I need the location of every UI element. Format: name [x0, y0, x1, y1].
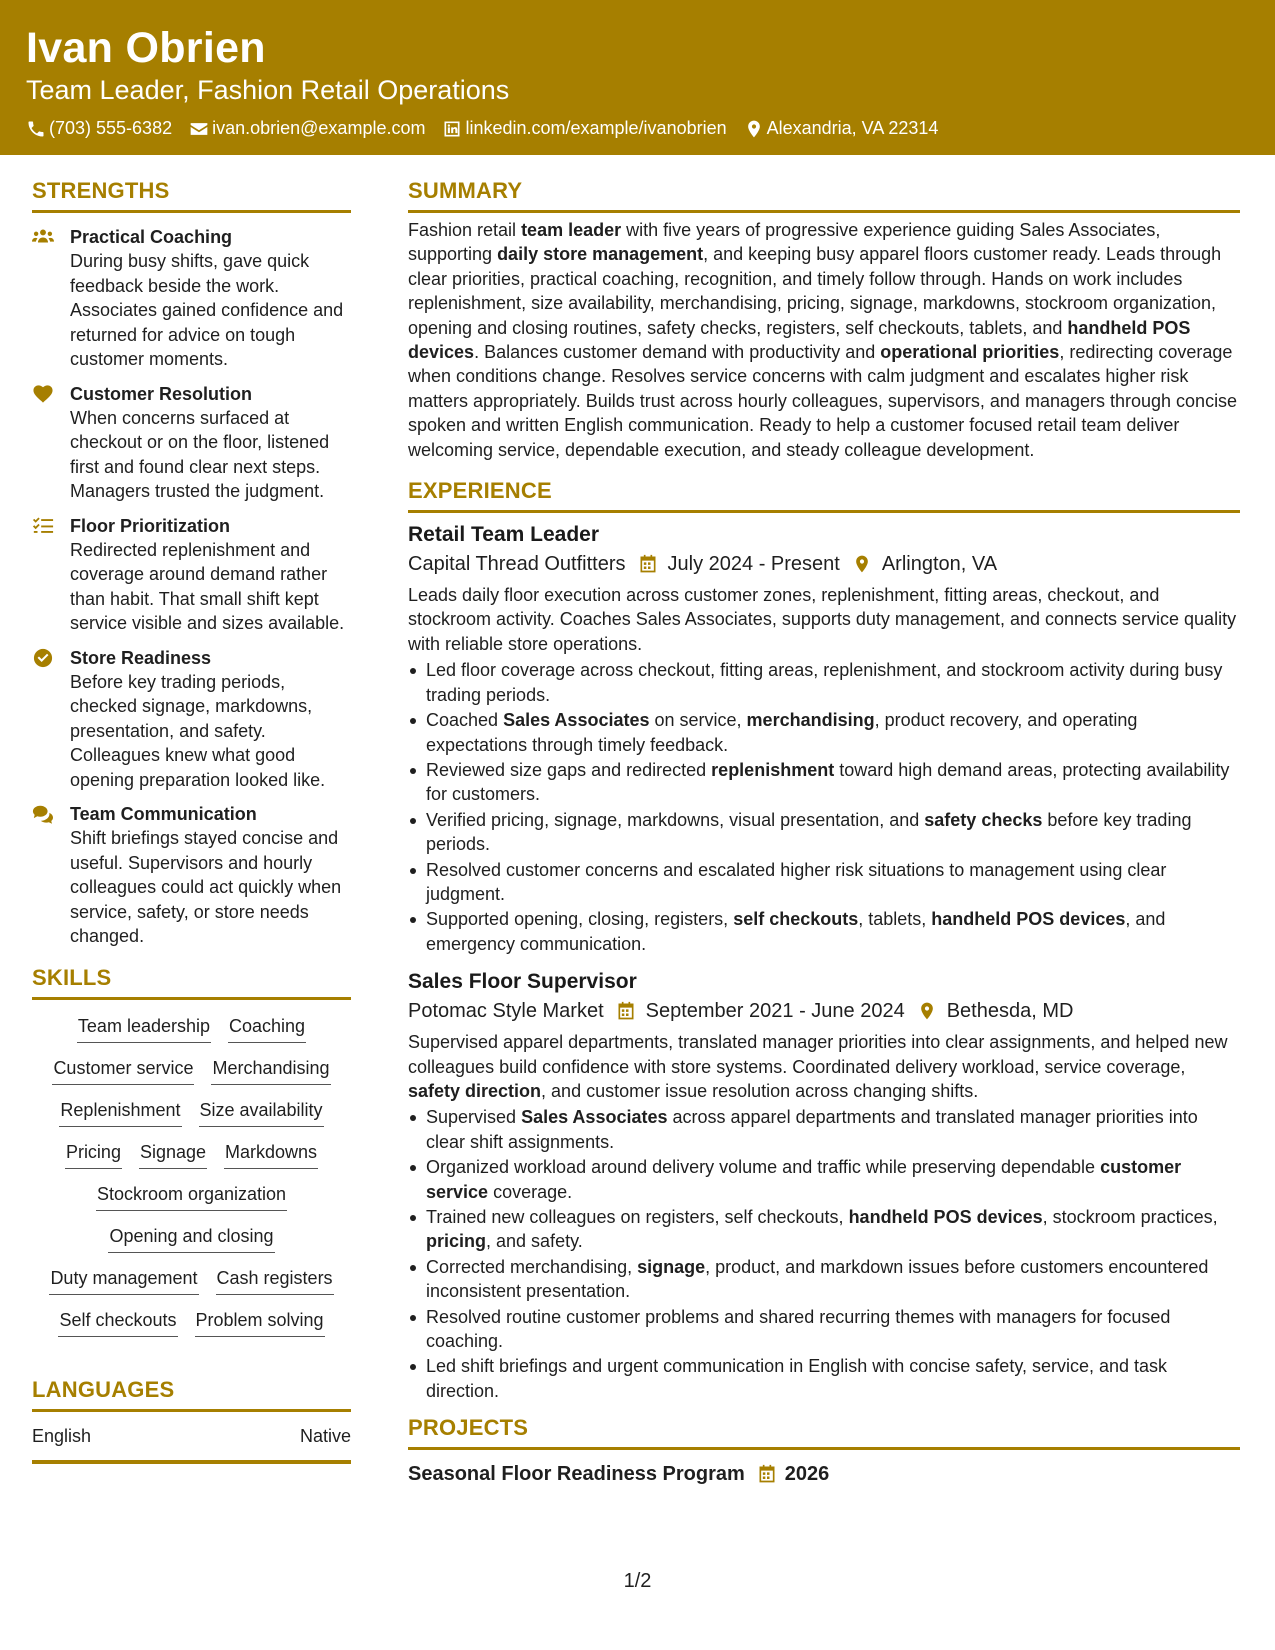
bold-keyword: team leader — [521, 220, 622, 240]
comments-icon — [32, 804, 54, 824]
calendar-icon — [757, 1464, 777, 1484]
bold-keyword: self checkouts — [733, 909, 859, 930]
job-entry — [408, 521, 1240, 956]
envelope-icon — [189, 119, 209, 139]
skill-tag: Team leadership — [77, 1014, 211, 1043]
contact-linkedin[interactable] — [442, 118, 726, 139]
bold-keyword: Sales Associates — [521, 1107, 668, 1128]
job-bullet: Verified pricing, signage, markdowns, visual presentation, and safety checks before key trading periods. — [408, 808, 1240, 857]
strength-desc: Shift briefings stayed concise and useful. Supervisors and hourly colleagues could act quickly when service, safety, or store needs changed. — [70, 828, 342, 946]
skill-tag: Problem solving — [195, 1308, 325, 1337]
strength-title: Team Communication — [70, 804, 257, 824]
strength-item — [32, 646, 351, 793]
contact-email[interactable] — [189, 118, 425, 139]
job-meta — [408, 549, 1240, 579]
calendar-icon — [616, 1001, 636, 1021]
page-number: 1/2 — [623, 1570, 652, 1592]
job-meta — [408, 996, 1240, 1026]
language-level: Native — [299, 1425, 351, 1446]
job-bullets — [408, 658, 1240, 956]
skill-tag: Duty management — [49, 1266, 198, 1295]
location-pin-icon — [744, 119, 764, 139]
bold-keyword: handheld POS devices — [408, 317, 1191, 363]
job-bullet: Supported opening, closing, registers, self checkouts, tablets, handheld POS devices, and emergency communication. — [408, 907, 1240, 956]
strength-item — [32, 802, 351, 949]
contact-linkedin-text[interactable]: linkedin.com/example/ivanobrien — [465, 118, 727, 138]
bold-keyword: signage — [637, 1256, 706, 1277]
job-bullet: Trained new colleagues on registers, self checkouts, handheld POS devices, stockroom practices, pricing, and safety. — [408, 1205, 1240, 1254]
job-bullet: Reviewed size gaps and redirected replenishment toward high demand areas, protecting availability for customers. — [408, 758, 1240, 807]
candidate-name: Ivan Obrien — [26, 24, 266, 72]
contact-email-text[interactable]: ivan.obrien@example.com — [212, 118, 426, 138]
skill-tag: Self checkouts — [58, 1308, 177, 1337]
bold-keyword: Sales Associates — [503, 710, 650, 731]
users-icon — [32, 227, 54, 247]
calendar-icon — [638, 554, 658, 574]
job-title: Sales Floor Supervisor — [408, 970, 637, 994]
strength-desc: Redirected replenishment and coverage around demand rather than habit. That small shift kept service visible and sizes available. — [70, 539, 345, 633]
job-bullet: Led floor coverage across checkout, fitting areas, replenishment, and stockroom activity during busy trading periods. — [408, 658, 1240, 707]
job-location: Bethesda, MD — [946, 1000, 1074, 1023]
bold-keyword: safety direction — [408, 1080, 542, 1101]
skill-tag: Signage — [139, 1140, 207, 1169]
bold-keyword: operational priorities — [880, 342, 1060, 363]
job-company: Potomac Style Market — [408, 1000, 604, 1023]
project-year: 2026 — [784, 1463, 830, 1486]
job-bullet: Resolved routine customer problems and shared recurring themes with managers for focused coaching. — [408, 1305, 1240, 1354]
bold-keyword: replenishment — [711, 759, 835, 780]
checklist-icon — [32, 516, 54, 536]
bold-keyword: handheld POS devices — [848, 1207, 1043, 1227]
skill-tag: Customer service — [52, 1056, 194, 1085]
skill-tag: Cash registers — [216, 1266, 334, 1295]
strength-desc: When concerns surfaced at checkout or on the floor, listened first and found clear next steps. Managers trusted the judgment. — [70, 407, 330, 501]
languages-heading: LANGUAGES — [32, 1375, 351, 1412]
skill-tag: Size availability — [199, 1098, 324, 1127]
linkedin-icon — [442, 119, 462, 139]
left-column — [32, 176, 351, 1464]
skill-tag: Markdowns — [224, 1140, 318, 1169]
contact-location — [744, 118, 939, 139]
strength-title: Floor Prioritization — [70, 515, 230, 536]
job-dates: July 2024 - Present — [667, 553, 840, 576]
location-pin-icon — [852, 554, 872, 574]
job-bullet: Corrected merchandising, signage, product, and markdown issues before customers encountered inconsistent presentation. — [408, 1255, 1240, 1304]
contact-phone — [26, 118, 172, 139]
job-bullets — [408, 1105, 1240, 1403]
job-description: Leads daily floor execution across customer zones, replenishment, fitting areas, checkout, and stockroom activity. Coaches Sales Associates, supports duty management, and connects service quality with reliable store operations. — [408, 585, 1237, 654]
contact-phone-text: (703) 555-6382 — [49, 118, 173, 138]
experience-heading: EXPERIENCE — [408, 476, 1240, 513]
job-dates: September 2021 - June 2024 — [645, 1000, 905, 1023]
summary-text: Fashion retail team leader with five years of progressive experience guiding Sales Associates, supporting daily store management, and keeping busy apparel floors customer ready. Leads through clear priorities, practical coaching, recognition, and timely follow through. Hands on work includes replenishment, size availability, merchandising, pricing, signage, markdowns, stockroom organization, opening and closing routines, safety checks, registers, self checkouts, tablets, and handheld POS devices. Balances customer demand with productivity and operational priorities, redirecting coverage when conditions change. Resolves service concerns with calm judgment and escalates higher risk matters appropriately. Builds trust across hourly colleagues, supervisors, and managers through concise spoken and written English communication. Ready to help a customer focused retail team deliver welcoming service, dependable execution, and steady colleague development. — [408, 220, 1238, 460]
skill-tag: Coaching — [228, 1014, 306, 1043]
job-bullet: Organized workload around delivery volume and traffic while preserving dependable customer service coverage. — [408, 1155, 1240, 1204]
job-bullet: Resolved customer concerns and escalated higher risk situations to management using clear judgment. — [408, 858, 1240, 907]
bold-keyword: daily store management — [497, 244, 704, 265]
contact-bar — [26, 118, 1249, 139]
language-row — [32, 1424, 351, 1464]
skills-list — [32, 1014, 351, 1337]
skills-heading: SKILLS — [32, 963, 351, 1000]
phone-icon — [26, 119, 46, 139]
candidate-role: Team Leader, Fashion Retail Operations — [26, 75, 510, 105]
strengths-list — [32, 225, 351, 949]
bold-keyword: merchandising — [746, 710, 875, 731]
strength-title: Customer Resolution — [70, 383, 253, 404]
location-pin-icon — [917, 1001, 937, 1021]
strength-item — [32, 514, 351, 636]
job-description: Supervised apparel departments, translated manager priorities into clear assignments, and helped new colleagues build confidence with store systems. Coordinated delivery workload, service coverage, safety direction, and customer issue resolution across changing shifts. — [408, 1032, 1228, 1101]
bold-keyword: safety checks — [924, 809, 1043, 830]
job-bullet: Supervised Sales Associates across apparel departments and translated manager priorities into clear shift assignments. — [408, 1105, 1240, 1154]
job-bullet: Coached Sales Associates on service, merchandising, product recovery, and operating expectations through timely feedback. — [408, 708, 1240, 757]
skill-tag: Merchandising — [211, 1056, 330, 1085]
bold-keyword: customer service — [426, 1157, 1182, 1202]
strength-item — [32, 382, 351, 504]
skill-tag: Pricing — [65, 1140, 122, 1169]
strength-item — [32, 225, 351, 372]
strength-desc: Before key trading periods, checked signage, markdowns, presentation, and safety. Colleagues knew what good opening preparation looked like. — [70, 671, 326, 790]
job-entry — [408, 968, 1240, 1403]
job-location: Arlington, VA — [881, 553, 998, 576]
project-name: Seasonal Floor Readiness Program — [408, 1463, 745, 1486]
heart-icon — [32, 384, 54, 404]
job-bullet: Led shift briefings and urgent communication in English with concise safety, service, and task direction. — [408, 1354, 1240, 1403]
summary-heading: SUMMARY — [408, 176, 1240, 213]
strength-title: Store Readiness — [70, 647, 212, 668]
skill-tag: Stockroom organization — [96, 1182, 287, 1211]
bold-keyword: pricing — [426, 1231, 487, 1252]
resume-header — [0, 0, 1275, 155]
projects-heading: PROJECTS — [408, 1413, 1240, 1450]
skill-tag: Opening and closing — [108, 1224, 274, 1253]
skill-tag: Replenishment — [59, 1098, 181, 1127]
project-entry — [408, 1460, 1240, 1488]
job-title: Retail Team Leader — [408, 523, 600, 547]
strength-desc: During busy shifts, gave quick feedback beside the work. Associates gained confidence and returned for advice on tough customer moments. — [70, 251, 344, 369]
check-circle-icon — [32, 648, 54, 668]
right-column — [408, 176, 1240, 1488]
language-name: English — [32, 1425, 92, 1446]
bold-keyword: handheld POS devices — [931, 909, 1126, 930]
job-company: Capital Thread Outfitters — [408, 553, 626, 576]
strengths-heading: STRENGTHS — [32, 176, 351, 213]
strength-title: Practical Coaching — [70, 227, 233, 247]
contact-location-text: Alexandria, VA 22314 — [766, 118, 939, 138]
